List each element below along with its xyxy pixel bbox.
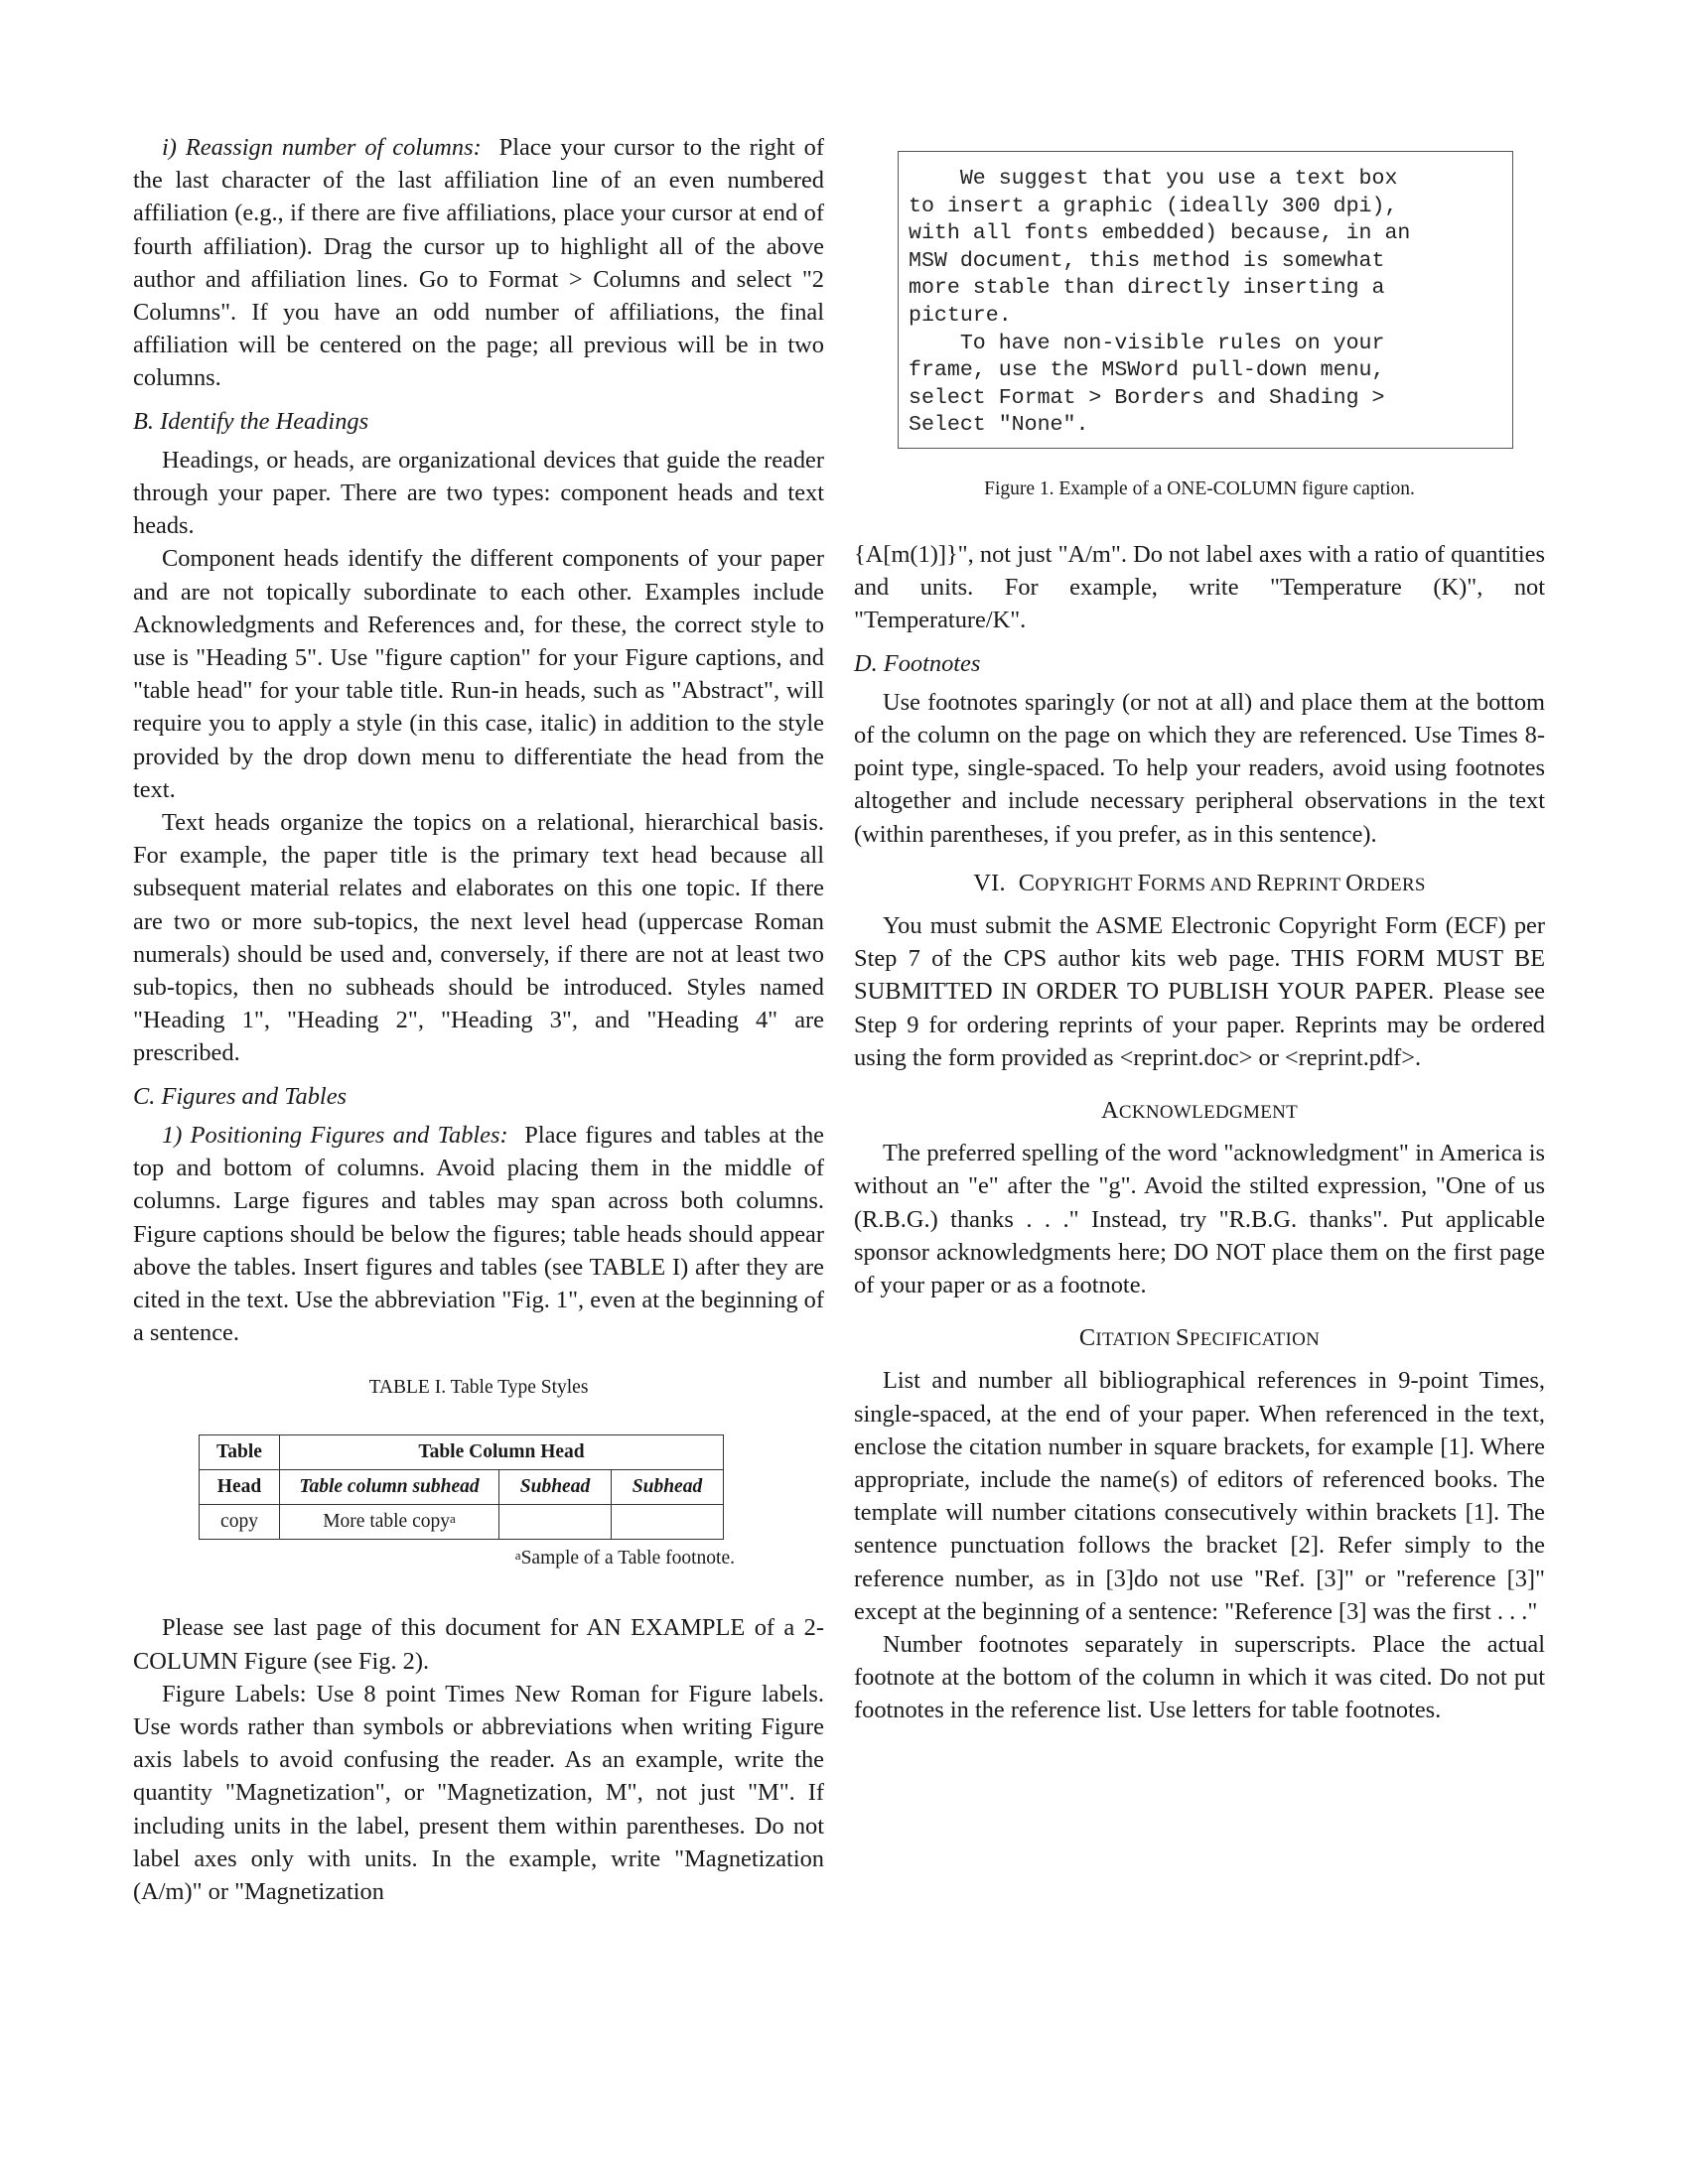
paragraph-see-last-page: Please see last page of this document for AN EXAMPLE of a 2-COLUMN Figure (see Fig. 2). xyxy=(133,1614,824,1675)
left-column xyxy=(133,131,824,1908)
paragraph-reassign-columns xyxy=(133,131,824,395)
table-cell: copy xyxy=(200,1505,280,1540)
paragraph-citation: List and number all bibliographical references in 9-point Times, single-spaced, at the end of your paper. When referenced in the text, enclose the citation number in square brackets, for example [1]. Where appropriate, include the name(s) of editors of referenced books. The template will number citations consecutively within brackets [1]. The sentence punctuation follows the bracket [2]. Refer simply to the reference number, as in [3]do not use "Ref. [3]" or "reference [3]" except at the beginning of a sentence: "Reference [3] was the first . . ." xyxy=(854,1367,1545,1625)
paragraph-positioning xyxy=(133,1119,824,1349)
heading-capital: C xyxy=(1078,1324,1096,1352)
heading-capital: C xyxy=(1018,869,1036,896)
table-header-cell: Table xyxy=(200,1435,280,1470)
heading-smallcaps: CKNOWLEDGMENT xyxy=(1118,1101,1299,1123)
paragraph-footnote-numbering: Number footnotes separately in superscripts. Place the actual footnote at the bottom of the column in which it was cited. Do not put footnotes in the reference list. Use letters for table footnotes. xyxy=(854,1631,1545,1724)
runin-head-reassign: i) Reassign number of columns: xyxy=(162,134,482,161)
table-cell xyxy=(280,1505,499,1540)
paragraph-footnotes: Use footnotes sparingly (or not at all) and place them at the bottom of the column on the page on which they are referenced. Use Times 8-point type, single-spaced. To help your readers, avoid using footnotes altogether and include necessary peripheral observations in the text (within parentheses, if you prefer, as in this sentence). xyxy=(854,688,1545,848)
footnote-marker: a xyxy=(514,1548,521,1564)
heading-smallcaps: EPRINT xyxy=(1273,874,1346,895)
table-type-styles xyxy=(199,1434,824,1540)
paragraph-continued: {A[m(1)]}", not just "A/m". Do not label axes with a ratio of quantities and units. For example, write "Temperature (K)", not "Temperature/K". xyxy=(854,540,1545,634)
paragraph-text: Place figures and tables at the top and bottom of columns. Avoid placing them in the middle of columns. Large figures and tables may span across both columns. Figure captions should be below the figures; table heads should appear above the tables. Insert figures and tables (see TABLE I) after they are cited in the text. Use the abbreviation "Fig. 1", even at the beginning of a sentence. xyxy=(133,1121,824,1347)
right-column xyxy=(854,151,1545,1727)
heading-smallcaps: RDERS xyxy=(1363,874,1426,895)
table-header-cell: Head xyxy=(200,1470,280,1505)
table-cell-empty xyxy=(612,1505,724,1540)
table-footnote-text: Sample of a Table footnote. xyxy=(520,1548,735,1570)
heading-smallcaps: OPYRIGHT xyxy=(1035,874,1138,895)
runin-head-positioning: 1) Positioning Figures and Tables: xyxy=(162,1121,508,1149)
paragraph-headings-intro: Headings, or heads, are organizational devices that guide the reader through your paper. There are two types: component heads and text heads. xyxy=(133,446,824,540)
figure-text-box: We suggest that you use a text box to insert a graphic (ideally 300 dpi), with all fonts embedded) because, in an MSW document, this method is somewhat more stable than directly inserting a picture. To have non-visible rules on your frame, use the MSWord pull-down menu, select Format > Borders and Shading > Select "None". xyxy=(898,151,1513,449)
section-heading-copyright xyxy=(854,867,1545,901)
section-heading-acknowledgment xyxy=(854,1094,1545,1129)
table-subhead: Table column subhead xyxy=(280,1470,499,1505)
styles-table xyxy=(199,1434,724,1540)
paragraph-acknowledgment: The preferred spelling of the word "acknowledgment" in America is without an "e" after the "g". Avoid the stilted expression, "One of us (R.B.G.) thanks . . ." Instead, try "R.B.G. thanks". Put applicable sponsor acknowledgments here; DO NOT place them on the first page of your paper or as a footnote. xyxy=(854,1140,1545,1298)
subsection-heading-identify-headings: B. Identify the Headings xyxy=(133,407,369,435)
heading-capital: R xyxy=(1256,869,1274,896)
subsection-heading-figures-tables: C. Figures and Tables xyxy=(133,1082,348,1110)
heading-smallcaps: ORMS AND xyxy=(1151,874,1257,895)
paragraph-copyright: You must submit the ASME Electronic Copyright Form (ECF) per Step 7 of the CPS author kits web page. THIS FORM MUST BE SUBMITTED IN ORDER TO PUBLISH YOUR PAPER. Please see Step 9 for ordering reprints of your paper. Reprints may be ordered using the form provided as <reprint.doc> or <reprint.pdf>. xyxy=(854,911,1545,1071)
table-subhead: Subhead xyxy=(612,1470,724,1505)
section-number: VI. xyxy=(973,869,1006,896)
paragraph-text-heads: Text heads organize the topics on a relational, hierarchical basis. For example, the paper title is the primary text head because all subsequent material relates and elaborates on this one topic. If there are two or more sub-topics, the next level head (uppercase Roman numerals) should be used and, conversely, if there are not at least two sub-topics, then no subheads should be introduced. Styles named "Heading 1", "Heading 2", "Heading 3", and "Heading 4" are prescribed. xyxy=(133,809,824,1067)
table-cell-text: More table copy xyxy=(323,1511,450,1533)
heading-capital: F xyxy=(1137,869,1152,896)
figure-caption: Figure 1. Example of a ONE-COLUMN figure caption. xyxy=(984,478,1415,499)
table-footnote xyxy=(133,1546,735,1571)
heading-capital: S xyxy=(1175,1324,1190,1352)
subsection-heading-footnotes: D. Footnotes xyxy=(854,649,981,677)
paragraph-text: Place your cursor to the right of the last character of the last affiliation line of an even numbered affiliation (e.g., if there are five affiliations, place your cursor at end of fourth affiliation). Drag the cursor up to highlight all of the above author and affiliation lines. Go to Format > Columns and select "2 Columns". If you have an odd number of affiliations, the final affiliation will be centered on the page; all previous will be in two columns. xyxy=(133,134,824,392)
paragraph-component-heads: Component heads identify the different components of your paper and are not topically subordinate to each other. Examples include Acknowledgments and References and, for these, the correct style to use is "Heading 5". Use "figure caption" for your Figure captions, and "table head" for your table title. Run-in heads, such as "Abstract", will require you to apply a style (in this case, italic) in addition to the style provided by the drop down menu to differentiate the head from the text. xyxy=(133,545,824,803)
heading-smallcaps: ITATION xyxy=(1095,1329,1176,1351)
table-column-head: Table Column Head xyxy=(280,1435,724,1470)
section-heading-citation xyxy=(854,1321,1545,1356)
heading-capital: A xyxy=(1100,1096,1119,1124)
paragraph-figure-labels: Figure Labels: Use 8 point Times New Roman for Figure labels. Use words rather than symbols or abbreviations when writing Figure axis labels to avoid confusing the reader. As an example, write the quantity "Magnetization", or "Magnetization, M", not just "M". If including units in the label, present them within parentheses. Do not label axes only with units. In the example, write "Magnetization (A/m)" or "Magnetization xyxy=(133,1680,824,1905)
table-cell-empty xyxy=(499,1505,612,1540)
heading-smallcaps: PECIFICATION xyxy=(1189,1329,1321,1351)
table-caption: TABLE I. Table Type Styles xyxy=(368,1377,589,1399)
table-subhead: Subhead xyxy=(499,1470,612,1505)
footnote-marker: a xyxy=(450,1511,456,1527)
heading-capital: O xyxy=(1345,869,1364,896)
